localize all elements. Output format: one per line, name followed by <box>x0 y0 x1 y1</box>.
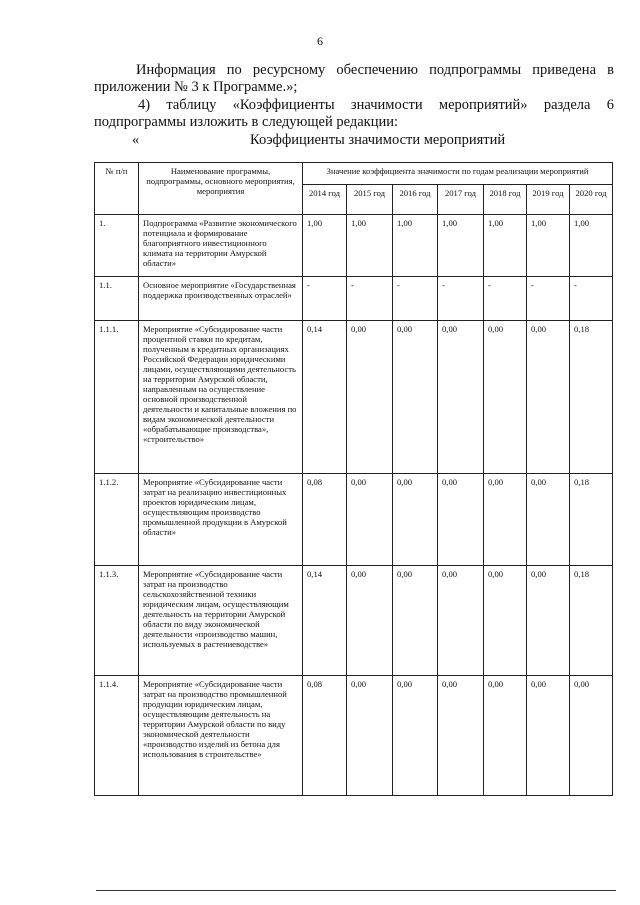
row-value: 0,08 <box>303 474 347 566</box>
table-row <box>95 676 613 796</box>
table-row <box>95 215 613 277</box>
row-value: - <box>347 277 393 321</box>
header-group: Значение коэффициента значимости по годам реализации мероприятий <box>303 163 613 185</box>
row-value: 0,00 <box>484 474 527 566</box>
opening-quote: « <box>132 132 140 148</box>
header-year: 2020 год <box>570 185 613 215</box>
row-value: 0,00 <box>484 676 527 796</box>
row-value: - <box>527 277 570 321</box>
row-number: 1. <box>95 215 139 277</box>
table-row <box>95 474 613 566</box>
row-value: 0,08 <box>303 676 347 796</box>
row-value: 1,00 <box>570 215 613 277</box>
row-value: 1,00 <box>393 215 438 277</box>
page-number: 6 <box>317 34 323 48</box>
row-value: 1,00 <box>484 215 527 277</box>
row-name: Основное мероприятие «Государственная поддержка производственных отраслей» <box>139 277 303 321</box>
row-number: 1.1.1. <box>95 321 139 474</box>
row-value: - <box>438 277 484 321</box>
bottom-divider <box>96 890 616 891</box>
row-value: 0,00 <box>438 566 484 676</box>
row-value: 0,14 <box>303 566 347 676</box>
row-value: 0,00 <box>438 474 484 566</box>
header-year: 2017 год <box>438 185 484 215</box>
header-year: 2019 год <box>527 185 570 215</box>
row-value: 1,00 <box>347 215 393 277</box>
row-number: 1.1.4. <box>95 676 139 796</box>
row-number: 1.1.3. <box>95 566 139 676</box>
row-value: 0,18 <box>570 321 613 474</box>
row-value: 0,00 <box>484 321 527 474</box>
header-year: 2015 год <box>347 185 393 215</box>
row-value: 0,00 <box>347 566 393 676</box>
row-name: Мероприятие «Субсидирование части затрат на производство сельскохозяйственной техники юридическим лицам, осуществляющим деятельность на территории Амурской области по виду экономической деятельности «производство машин, используемых в растениеводстве» <box>139 566 303 676</box>
row-name: Мероприятие «Субсидирование части затрат на производство промышленной продукции юридическим лицам, осуществляющим деятельность на территории Амурской области по виду экономической деятельности «производство изделий из бетона для использования в строительстве» <box>139 676 303 796</box>
row-value: 0,14 <box>303 321 347 474</box>
row-name: Мероприятие «Субсидирование части затрат на реализацию инвестиционных проектов юридическим лицам, осуществляющим производство промышленной продукции в Амурской области» <box>139 474 303 566</box>
header-row-top <box>95 163 613 185</box>
row-value: 0,00 <box>393 321 438 474</box>
header-num: № п/п <box>95 163 139 215</box>
row-value: 0,00 <box>393 474 438 566</box>
table-title: Коэффициенты значимости мероприятий <box>250 132 506 148</box>
row-value: 0,18 <box>570 474 613 566</box>
row-value: 0,00 <box>570 676 613 796</box>
paragraph-resource-info: Информация по ресурсному обеспечению подпрограммы приведена в приложении № 3 к Программе.»; <box>94 62 614 95</box>
row-value: 0,00 <box>347 676 393 796</box>
row-value: 0,00 <box>438 676 484 796</box>
coefficients-table <box>94 162 613 796</box>
row-value: 0,00 <box>527 566 570 676</box>
table-row <box>95 321 613 474</box>
header-year: 2014 год <box>303 185 347 215</box>
paragraph-table-amendment: 4) таблицу «Коэффициенты значимости мероприятий» раздела 6 подпрограммы изложить в следующей редакции: <box>94 97 614 130</box>
table-row <box>95 566 613 676</box>
row-value: 0,00 <box>347 321 393 474</box>
row-value: 0,00 <box>438 321 484 474</box>
header-name: Наименование программы, подпрограммы, основного мероприятия, мероприятия <box>139 163 303 215</box>
row-value: - <box>570 277 613 321</box>
row-value: 1,00 <box>303 215 347 277</box>
row-name: Мероприятие «Субсидирование части процентной ставки по кредитам, полученным в кредитных организациях Российской Федерации юридическими лицами, осуществляющими деятельность на территории Амурской области, направленным на осуществление основной производственной деятельности и капитальные вложения по видам экономической деятельности «обрабатывающие производства», «строительство» <box>139 321 303 474</box>
row-value: - <box>393 277 438 321</box>
table-title-line <box>132 132 612 149</box>
row-value: 0,00 <box>393 566 438 676</box>
row-value: 0,00 <box>527 474 570 566</box>
row-number: 1.1.2. <box>95 474 139 566</box>
header-year: 2018 год <box>484 185 527 215</box>
row-value: 0,00 <box>393 676 438 796</box>
row-value: 0,18 <box>570 566 613 676</box>
row-value: - <box>484 277 527 321</box>
table-row <box>95 277 613 321</box>
row-value: 0,00 <box>527 676 570 796</box>
header-year: 2016 год <box>393 185 438 215</box>
row-value: 1,00 <box>438 215 484 277</box>
row-value: 0,00 <box>347 474 393 566</box>
row-value: 0,00 <box>527 321 570 474</box>
row-value: 0,00 <box>484 566 527 676</box>
row-value: - <box>303 277 347 321</box>
row-number: 1.1. <box>95 277 139 321</box>
row-name: Подпрограмма «Развитие экономического потенциала и формирование благоприятного инвестиционного климата на территории Амурской области» <box>139 215 303 277</box>
row-value: 1,00 <box>527 215 570 277</box>
